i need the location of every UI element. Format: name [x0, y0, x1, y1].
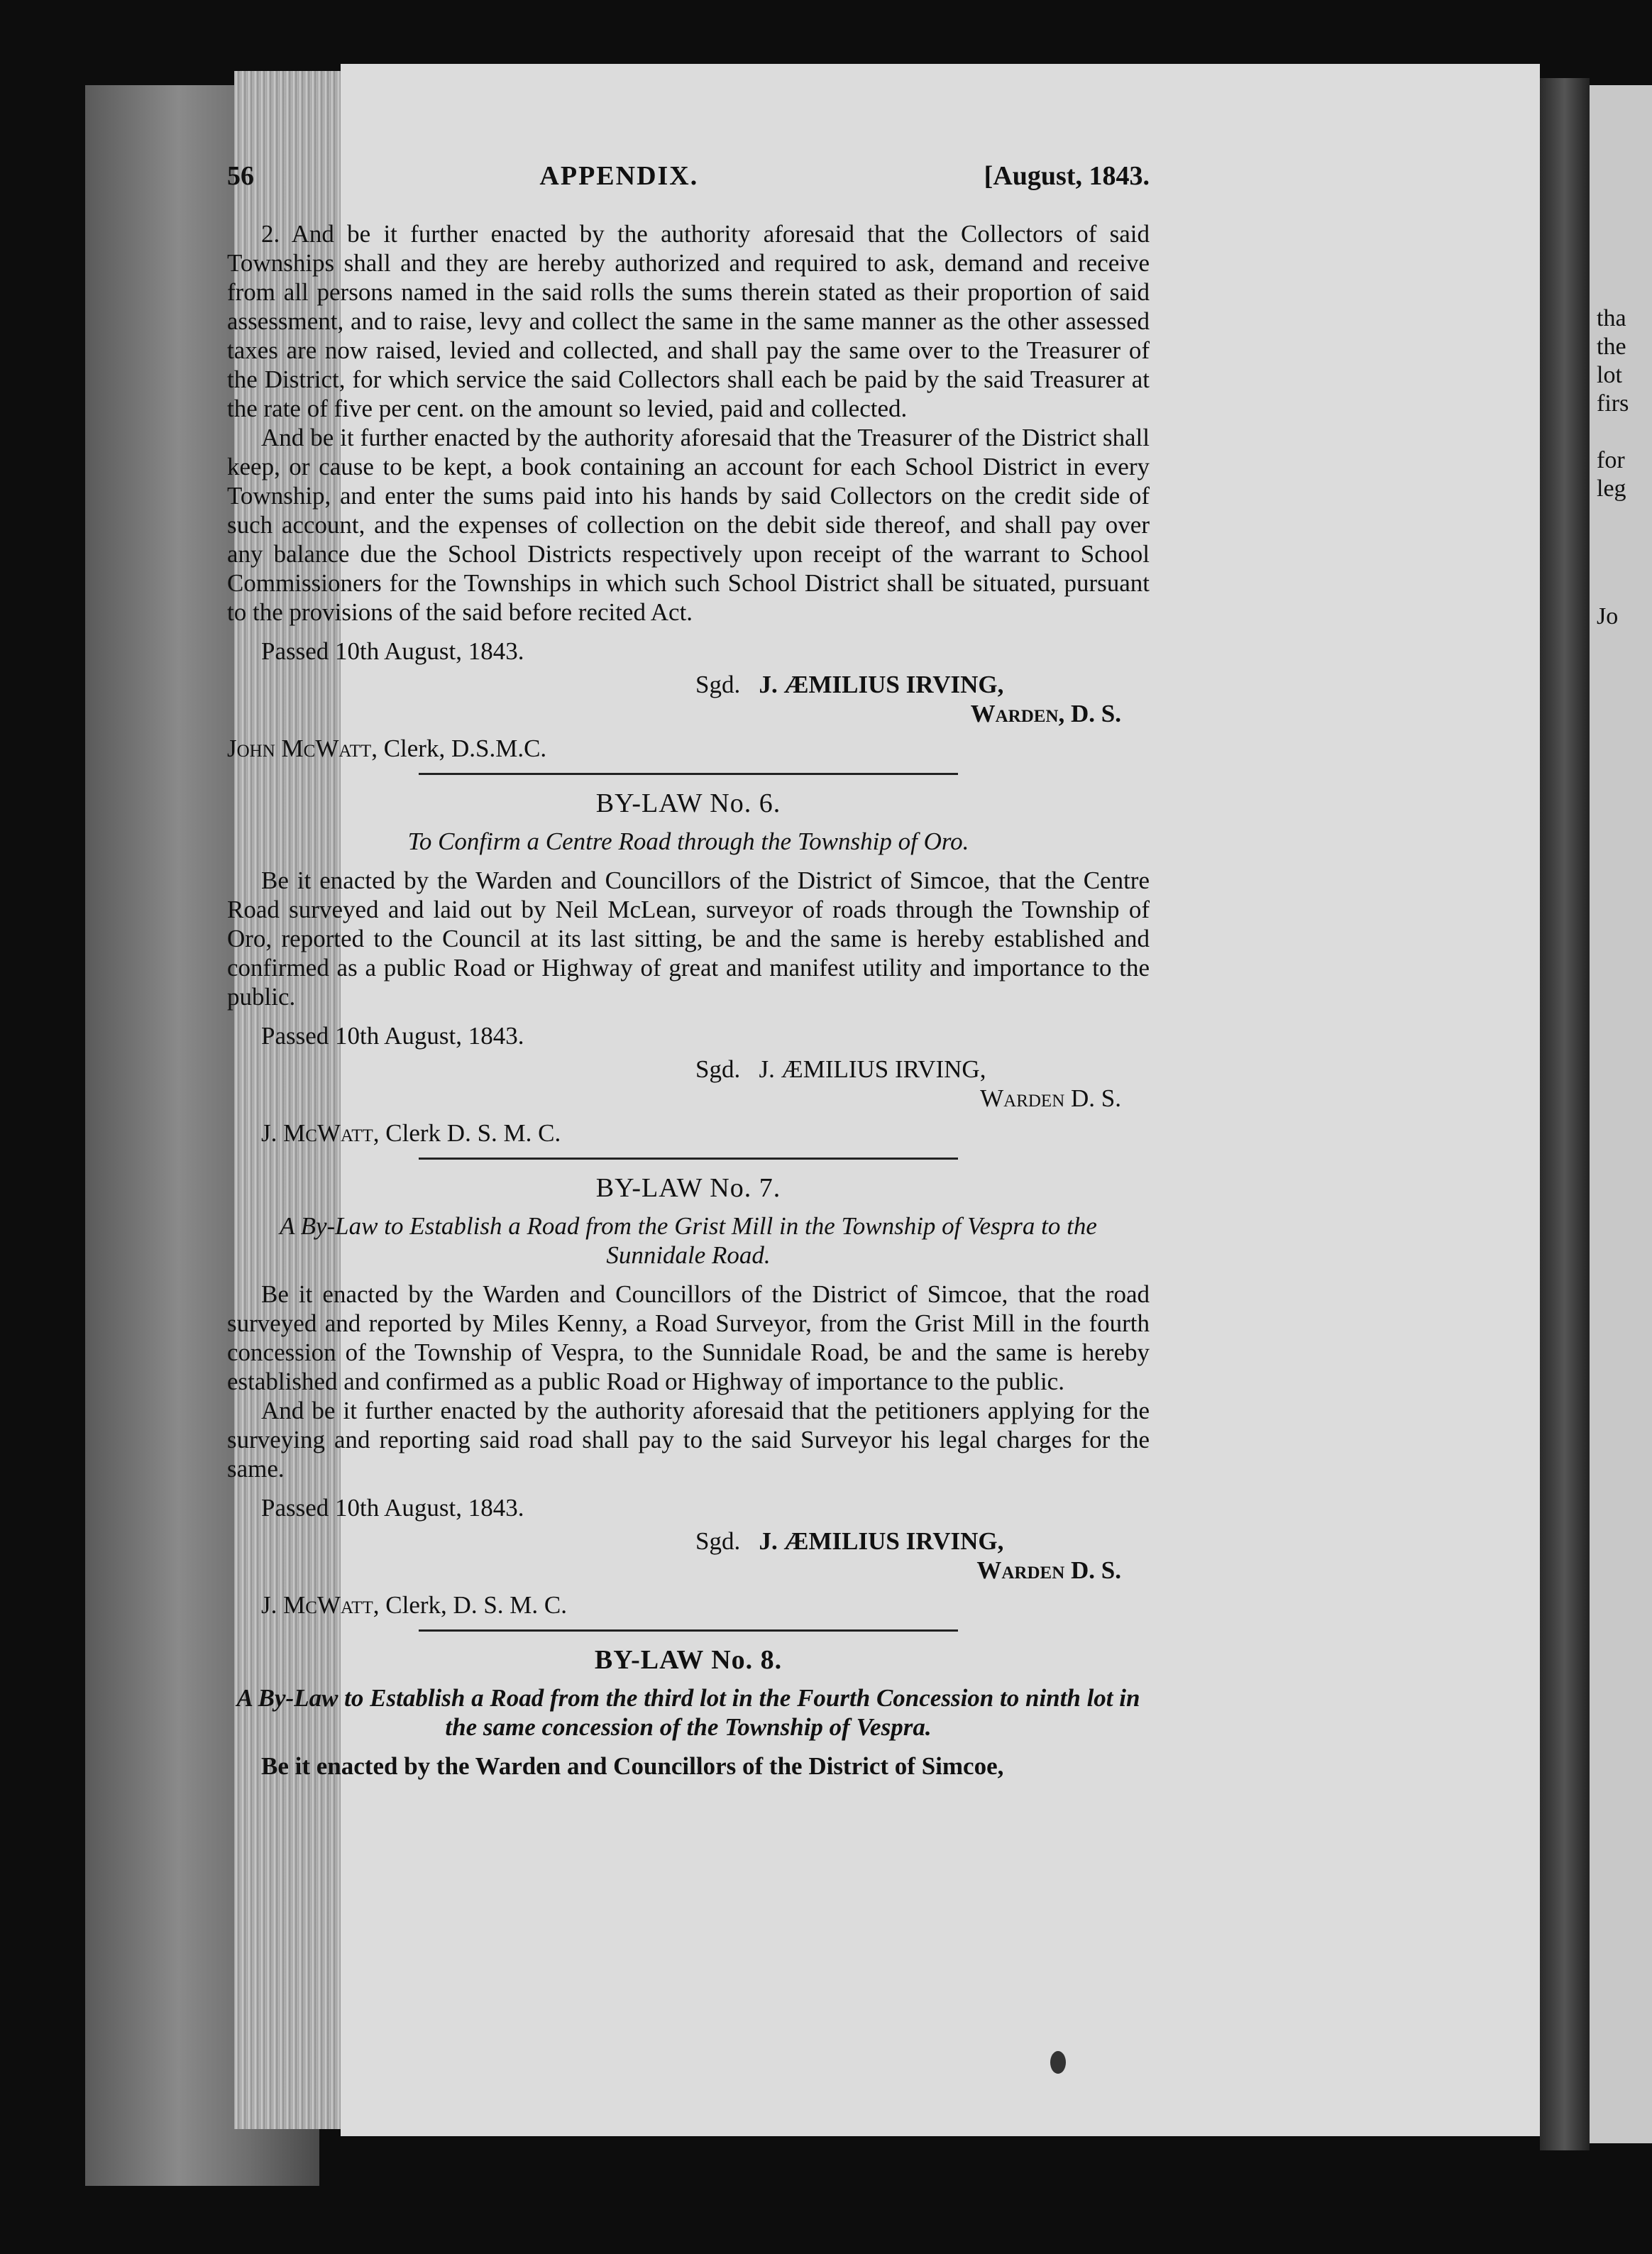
ink-blot: [1050, 2051, 1066, 2074]
facing-page-fragment: the: [1597, 334, 1626, 360]
bylaw-6-subtitle: To Confirm a Centre Road through the Township of Oro.: [407, 828, 969, 855]
signer-title: Warden D. S.: [980, 1084, 1121, 1112]
page-content: [227, 162, 1150, 1781]
clerk-line: [227, 1118, 1150, 1148]
facing-page-fragment: lot: [1597, 362, 1622, 388]
sgd-label: Sgd.: [695, 1527, 741, 1555]
bylaw-8-subtitle: A By-Law to Establish a Road from the third lot in the Fourth Concession to ninth lot in the same concession of the Township of Vespra.: [236, 1684, 1140, 1741]
bylaw-7-title: BY-LAW No. 7.: [595, 1173, 781, 1203]
clerk-title: Clerk D. S. M. C.: [385, 1119, 561, 1147]
passed-date: Passed 10th August, 1843.: [261, 1494, 524, 1522]
signer-name: J. ÆMILIUS IRVING,: [759, 671, 1004, 698]
signature-line: [227, 1055, 1150, 1084]
section-divider: [419, 1158, 958, 1160]
clerk-name: John McWatt,: [227, 735, 378, 762]
bylaw-7-paragraph: Be it enacted by the Warden and Councillors of the District of Simcoe, that the road surveyed and reported by Miles Kenny, a Road Surveyor, from the Grist Mill in the fourth concession of the Township of Vespra, to the Sunnidale Road, be and the same is hereby established and confirmed as a public Road or Highway of importance to the public.: [227, 1280, 1150, 1395]
facing-page-fragment: tha: [1597, 305, 1626, 331]
bylaw-8-paragraph: Be it enacted by the Warden and Councillors of the District of Simcoe,: [261, 1752, 1004, 1780]
section-2-paragraph: 2. And be it further enacted by the authority aforesaid that the Collectors of said Townships shall and they are hereby authorized and required to ask, demand and receive from all persons named in the said rolls the sums therein stated as their proportion of said assessment, and to raise, levy and collect the same in the same manner as the other assessed taxes are now raised, levied and collected, and shall pay the same over to the Treasurer of the District, for which service the said Collectors shall each be paid by the said Treasurer at the rate of five per cent. on the amount so levied, paid and collected.: [227, 220, 1150, 422]
page-number: 56: [227, 161, 254, 191]
clerk-name: J. McWatt,: [261, 1591, 380, 1619]
signer-name: J. ÆMILIUS IRVING,: [759, 1055, 986, 1083]
signature-line: [227, 670, 1150, 699]
signer-name: J. ÆMILIUS IRVING,: [759, 1527, 1004, 1555]
facing-page-fragment: for: [1597, 447, 1625, 473]
facing-page-fragment: leg: [1597, 475, 1626, 502]
section-divider: [419, 773, 958, 775]
bylaw-7-petitioners-paragraph: And be it further enacted by the authority aforesaid that the petitioners applying for the surveying and reporting said road shall pay to the said Surveyor his legal charges for the same.: [227, 1397, 1150, 1483]
clerk-name: J. McWatt,: [261, 1119, 380, 1147]
header-date: [August, 1843.: [984, 161, 1150, 191]
clerk-title: Clerk, D. S. M. C.: [385, 1591, 567, 1619]
facing-page-fragment: firs: [1597, 390, 1629, 417]
clerk-line: [227, 734, 1150, 763]
signer-title: Warden D. S.: [976, 1556, 1121, 1584]
section-2-treasurer-paragraph: And be it further enacted by the authority aforesaid that the Treasurer of the District shall keep, or cause to be kept, a book containing an account for each School District in every Township, and enter the sums paid into his hands by said Collectors on the credit side of such account, and the expenses of collection on the debit side thereof, and shall pay over any balance due the School Districts respectively upon receipt of the warrant to School Commissioners for the Townships in which such School District shall be situated, pursuant to the provisions of the said before recited Act.: [227, 424, 1150, 626]
facing-page-edge: [1590, 85, 1652, 2143]
bylaw-7-subtitle: A By-Law to Establish a Road from the Grist Mill in the Township of Vespra to the Sunnidale Road.: [280, 1212, 1097, 1269]
passed-date: Passed 10th August, 1843.: [261, 1022, 524, 1050]
header-title: APPENDIX.: [539, 161, 699, 191]
bylaw-6-title: BY-LAW No. 6.: [595, 788, 781, 818]
bylaw-6-paragraph: Be it enacted by the Warden and Councillors of the District of Simcoe, that the Centre Road surveyed and laid out by Neil McLean, surveyor of roads through the Township of Oro, reported to the Council at its last sitting, be and the same is hereby established and confirmed as a public Road or Highway of great and manifest utility and importance to the public.: [227, 867, 1150, 1011]
signer-title: Warden, D. S.: [970, 700, 1121, 727]
book-gutter: [1540, 78, 1590, 2150]
bylaw-8-title: BY-LAW No. 8.: [594, 1645, 783, 1675]
running-header: [227, 162, 1150, 191]
signature-line: [227, 1527, 1150, 1556]
section-divider: [419, 1629, 958, 1632]
clerk-line: [227, 1590, 1150, 1620]
sgd-label: Sgd.: [695, 671, 741, 698]
passed-date: Passed 10th August, 1843.: [261, 637, 524, 665]
clerk-title: Clerk, D.S.M.C.: [383, 735, 547, 762]
sgd-label: Sgd.: [695, 1055, 741, 1083]
facing-page-fragment: Jo: [1597, 603, 1619, 630]
